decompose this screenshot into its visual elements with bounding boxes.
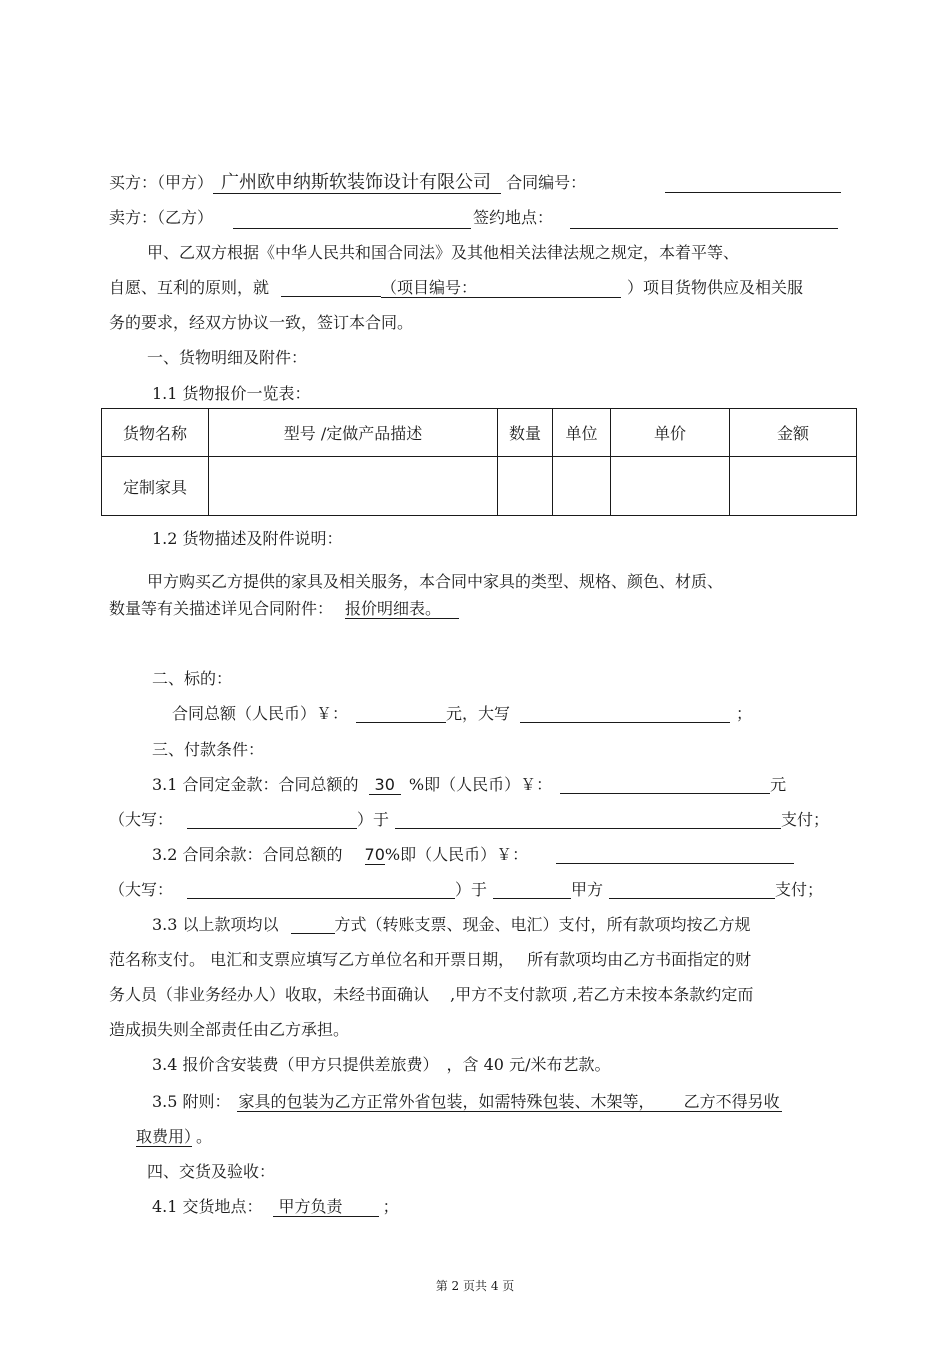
balance-party-field[interactable] xyxy=(609,880,775,899)
intro-line-2 xyxy=(109,278,803,298)
goods-table xyxy=(101,408,857,516)
payment-method-field[interactable] xyxy=(291,915,335,934)
table-header-row xyxy=(102,409,857,457)
balance-pay-label: 支付； xyxy=(775,880,824,899)
balance-words-field[interactable] xyxy=(187,880,455,899)
sign-place-label: 签约地点： xyxy=(473,208,554,227)
deposit-percent: 30 xyxy=(369,775,401,795)
sign-place-field[interactable] xyxy=(570,210,838,229)
delivery-label: 4.1 交货地点： xyxy=(152,1197,263,1216)
desc-line-2a: 数量等有关描述详见合同附件： xyxy=(109,599,334,618)
method-line-4: 造成损失则全部责任由乙方承担。 xyxy=(109,1020,350,1039)
desc-line-2 xyxy=(109,599,459,619)
deposit-words-field[interactable] xyxy=(187,810,357,829)
seller-name-field[interactable] xyxy=(233,210,471,229)
total-end: ； xyxy=(736,704,753,723)
contract-no-field[interactable] xyxy=(665,174,841,193)
page-footer: 第 2 页共 4 页 xyxy=(435,1279,515,1293)
deposit-words-label: （大写： xyxy=(109,810,174,829)
intro-line-2b: （项目编号： xyxy=(381,278,621,298)
intro-line-3: 务的要求，经双方协议一致，签订本合同。 xyxy=(109,313,414,332)
install-line: 3.4 报价含安装费（甲方只提供差旅费） ，含 40 元/米布艺款。 xyxy=(152,1055,611,1074)
balance-label: 3.2 合同余款：合同总额的 xyxy=(152,845,343,864)
total-words-field[interactable] xyxy=(520,704,730,723)
col-header-amount: 金额 xyxy=(730,409,857,457)
section4-heading: 四、交货及验收： xyxy=(147,1162,276,1181)
delivery-end: ； xyxy=(382,1197,399,1216)
method-text: 方式（转账支票、现金、电汇）支付，所有款项均按乙方规 xyxy=(334,915,751,934)
table-cell[interactable] xyxy=(498,457,553,516)
col-header-model: 型号 /定做产品描述 xyxy=(209,409,498,457)
buyer-name: 广州欧申纳斯软装饰设计有限公司 xyxy=(213,172,501,194)
total-amount-field[interactable] xyxy=(356,704,446,723)
table-cell: 定制家具 xyxy=(102,457,209,516)
contract-no-label: 合同编号： xyxy=(506,173,587,192)
seller-line xyxy=(109,208,213,228)
delivery-line xyxy=(152,1197,399,1217)
deposit-pay-label: 支付； xyxy=(781,810,830,829)
method-line-2: 范名称支付。 电汇和支票应填写乙方单位名和开票日期， 所有款项均由乙方书面指定的财 xyxy=(109,950,752,969)
col-header-price: 单价 xyxy=(611,409,730,457)
section1-sub1: 1.1 货物报价一览表： xyxy=(152,384,311,403)
method-line-3: 务人员（非业务经办人）收取，未经书面确认 ,甲方不支付款项 ,若乙方未按本条款约定而 xyxy=(109,985,754,1004)
annex-end: 。 xyxy=(196,1127,213,1146)
attachment-name: 报价明细表。 xyxy=(345,599,459,619)
col-header-qty: 数量 xyxy=(498,409,553,457)
annex-text-2: 取费用） xyxy=(136,1127,193,1146)
section3-heading: 三、付款条件： xyxy=(152,740,265,759)
table-row xyxy=(102,457,857,516)
desc-line-1: 甲方购买乙方提供的家具及相关服务，本合同中家具的类型、规格、颜色、材质、 xyxy=(147,572,724,591)
table-cell[interactable] xyxy=(553,457,611,516)
balance-label-2: %即（人民币）￥： xyxy=(384,845,529,864)
col-header-unit: 单位 xyxy=(553,409,611,457)
deposit-line-2 xyxy=(109,810,829,830)
total-line xyxy=(172,704,752,724)
deposit-label-2: %即（人民币）￥： xyxy=(408,775,553,794)
delivery-place: 甲方负责 xyxy=(273,1197,379,1217)
total-label: 合同总额（人民币）￥： xyxy=(172,704,349,723)
intro-line-2a: 自愿、互利的原则，就 xyxy=(109,278,270,297)
buyer-line xyxy=(109,173,586,193)
balance-due-label: ）于 xyxy=(455,880,488,899)
col-header-name: 货物名称 xyxy=(102,409,209,457)
annex-line-1 xyxy=(152,1092,782,1112)
deposit-due-label: ）于 xyxy=(357,810,390,829)
seller-label: 卖方：（乙方） xyxy=(109,208,214,227)
balance-words-label: （大写： xyxy=(109,880,174,899)
balance-amount-field[interactable] xyxy=(556,845,794,864)
balance-percent: 70 xyxy=(364,845,385,864)
intro-line-2c: ）项目货物供应及相关服 xyxy=(627,278,804,297)
balance-line-2 xyxy=(109,880,823,900)
deposit-due-field[interactable] xyxy=(395,810,781,829)
annex-text-1: 家具的包装为乙方正常外省包装，如需特殊包装、木架等， 乙方不得另收 xyxy=(238,1092,780,1111)
method-label: 3.3 以上款项均以 xyxy=(152,915,279,934)
section1-sub2: 1.2 货物描述及附件说明： xyxy=(152,529,343,548)
section1-heading: 一、货物明细及附件： xyxy=(147,348,308,367)
buyer-label: 买方：（甲方） xyxy=(109,173,214,192)
section2-heading: 二、标的： xyxy=(152,669,233,688)
deposit-unit: 元 xyxy=(770,775,787,794)
table-cell[interactable] xyxy=(611,457,730,516)
balance-due-field[interactable] xyxy=(493,880,571,899)
total-label-2: 元，大写 xyxy=(446,704,511,723)
balance-party-label: 甲方 xyxy=(571,880,604,899)
project-name-field[interactable] xyxy=(281,278,381,297)
balance-line xyxy=(152,845,794,865)
method-line-1 xyxy=(152,915,751,935)
deposit-line xyxy=(152,775,786,795)
deposit-label: 3.1 合同定金款：合同总额的 xyxy=(152,775,359,794)
annex-line-2 xyxy=(136,1127,212,1147)
intro-line-1: 甲、乙双方根据《中华人民共和国合同法》及其他相关法律法规之规定，本着平等、 xyxy=(147,243,740,262)
table-cell[interactable] xyxy=(209,457,498,516)
deposit-amount-field[interactable] xyxy=(560,775,770,794)
table-cell[interactable] xyxy=(730,457,857,516)
annex-label: 3.5 附则： xyxy=(152,1092,231,1111)
